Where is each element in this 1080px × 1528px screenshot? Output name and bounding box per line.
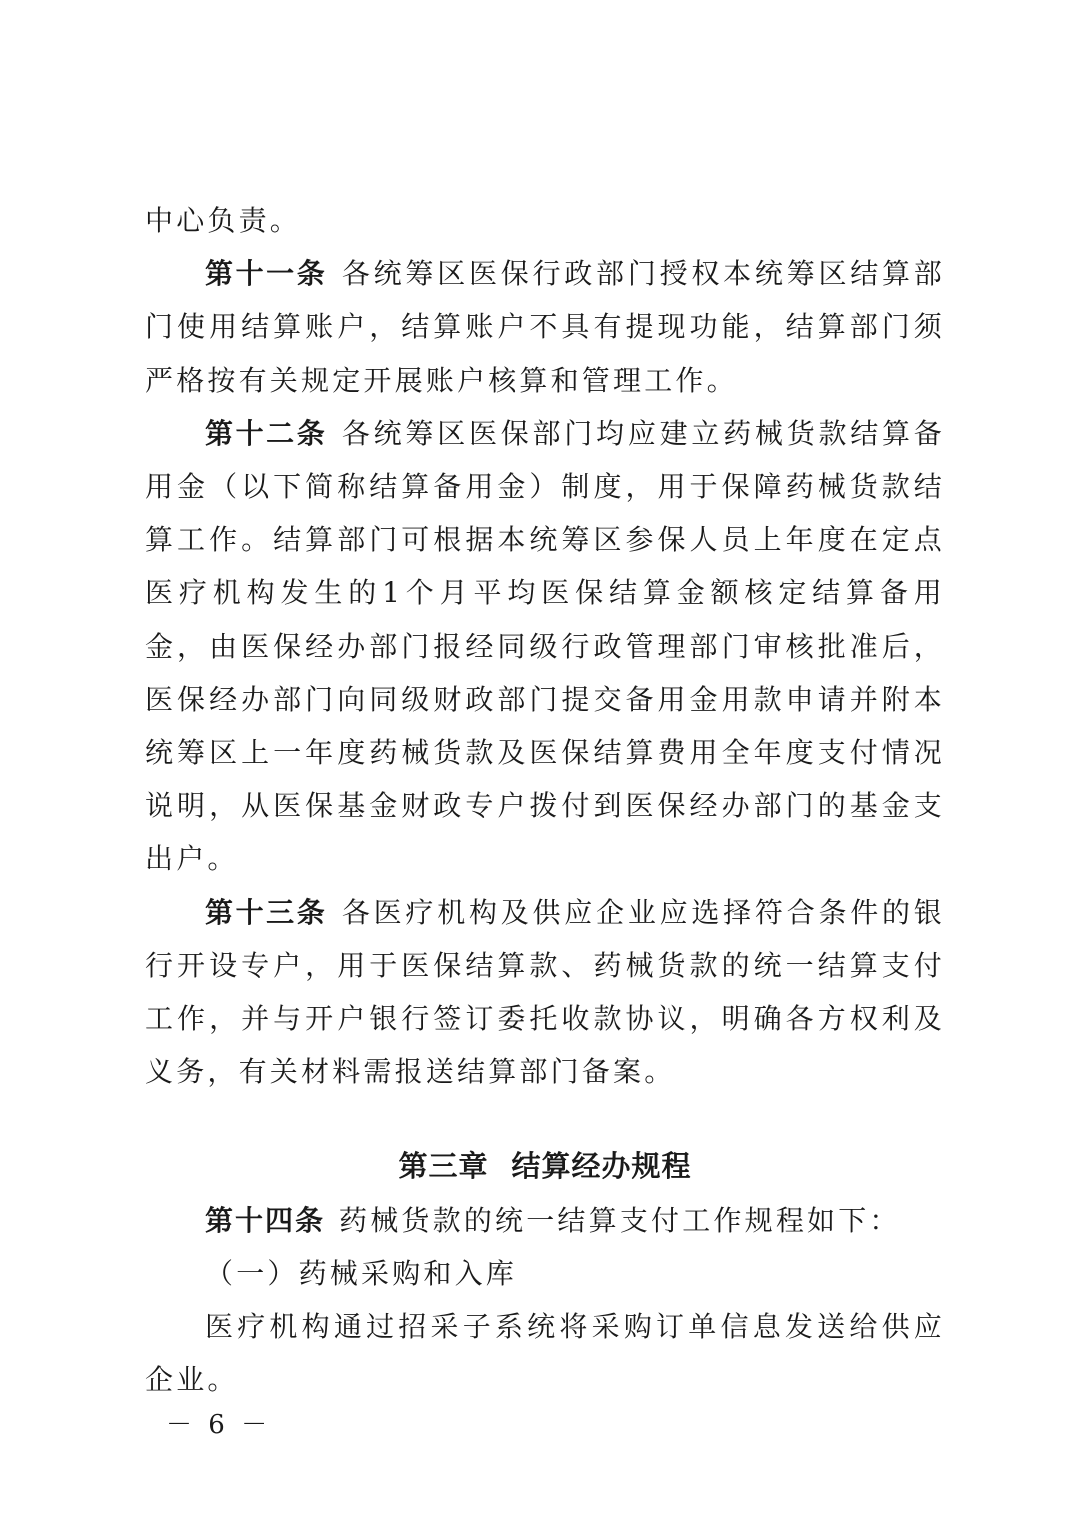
page-number: － 6 － — [166, 1410, 272, 1440]
article-label: 第十二条 — [205, 416, 328, 450]
article-14 — [145, 1194, 945, 1247]
sub-heading: （一）药械采购和入库 — [205, 1256, 518, 1290]
paragraph-continuation — [145, 194, 945, 247]
document-body — [145, 194, 945, 1406]
article-label: 第十三条 — [205, 895, 328, 929]
article-text: 药械货款的统一结算支付工作规程如下： — [339, 1203, 901, 1237]
chapter-heading: 第三章 结算经办规程 — [398, 1149, 692, 1184]
paragraph: 医疗机构通过招采子系统将采购订单信息发送给供应企业。 — [145, 1310, 945, 1397]
article-13 — [145, 886, 945, 1099]
article-label: 第十一条 — [205, 257, 328, 291]
paragraph-text: 中心负责。 — [145, 204, 302, 237]
article-11 — [145, 247, 945, 407]
article-12 — [145, 407, 945, 886]
article-text: 各统筹区医保行政部门授权本统筹区结算部门使用结算账户，结算账户不具有提现功能，结算部门须严格按有关规定开展账户核算和管理工作。 — [145, 257, 945, 397]
article-label: 第十四条 — [205, 1203, 326, 1237]
article-text: 各医疗机构及供应企业应选择符合条件的银行开设专户，用于医保结算款、药械货款的统一结算支付工作，并与开户银行签订委托收款协议，明确各方权利及义务，有关材料需报送结算部门备案。 — [145, 895, 945, 1089]
article-text: 各统筹区医保部门均应建立药械货款结算备用金（以下简称结算备用金）制度，用于保障药械货款结算工作。结算部门可根据本统筹区参保人员上年度在定点医疗机构发生的1个月平均医保结算金额核定结算备用金，由医保经办部门报经同级行政管理部门审核批准后，医保经办部门向同级财政部门提交备用金用款申请并附本统筹区上一年度药械货款及医保结算费用全年度支付情况说明，从医保基金财政专户拨付到医保经办部门的基金支出户。 — [145, 416, 945, 876]
